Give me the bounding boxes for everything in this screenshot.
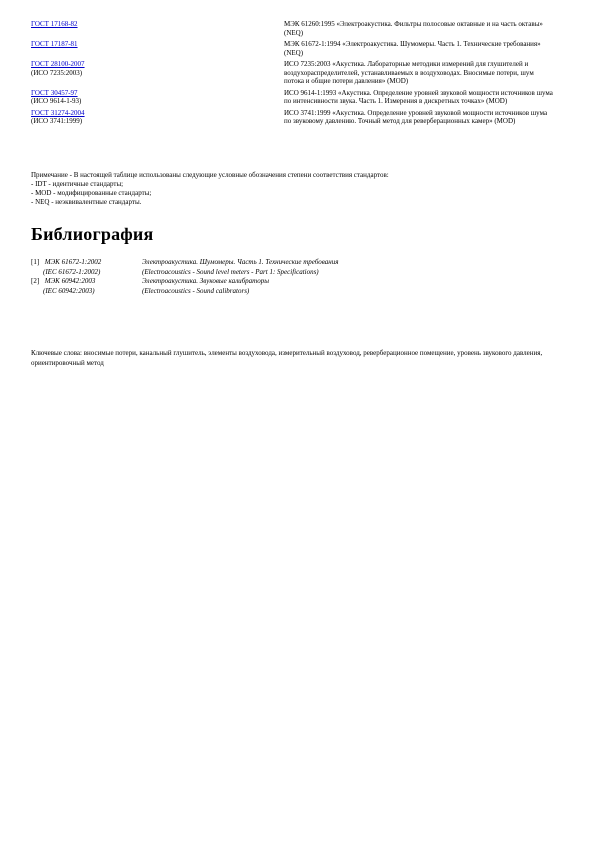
standard-link[interactable]: ГОСТ 17168-82 bbox=[31, 20, 78, 28]
entry-title: Электроакустика. Звуковые калибраторы bbox=[142, 277, 269, 285]
entry-index: [2] bbox=[31, 277, 40, 285]
standard-link[interactable]: ГОСТ 31274-2004 bbox=[31, 108, 85, 117]
standard-link[interactable]: ГОСТ 28100-2007 bbox=[31, 60, 85, 68]
bibliography-entry-alt bbox=[31, 268, 571, 278]
entry-index: [1] bbox=[31, 258, 40, 266]
standards-row bbox=[31, 40, 571, 57]
bibliography-entry bbox=[31, 277, 571, 287]
entry-code: МЭК 60942:2003 bbox=[44, 277, 96, 285]
standard-link[interactable]: ГОСТ 30457-97 bbox=[31, 88, 78, 97]
keywords-paragraph: Ключевые слова: вносимые потери, канальный глушитель, элементы воздуховода, измерительный воздуховод, реверберационное помещение, уровень звукового давления, ориентировочный метод bbox=[31, 349, 543, 367]
note-item: - IDT - идентичные стандарты; bbox=[31, 180, 124, 188]
standard-description: ИСО 3741:1999 «Акустика. Определение уровней звуковой мощности источников шума по звуковому давлению. Точный метод для реверберационных камер» (MOD) bbox=[284, 108, 548, 125]
entry-alt-title: (Electroacoustics - Sound level meters - Part 1: Specifications) bbox=[142, 267, 319, 276]
entry-title: Электроакустика. Шумомеры. Часть 1. Технические требования bbox=[142, 258, 339, 266]
standard-description: МЭК 61672-1:1994 «Электроакустика. Шумомеры. Часть 1. Технические требования» (NEQ) bbox=[284, 40, 541, 57]
note-block bbox=[31, 171, 571, 207]
bibliography-entry bbox=[31, 258, 571, 268]
bibliography-list bbox=[31, 258, 571, 296]
standard-extra: (ИСО 7235:2003) bbox=[31, 68, 83, 77]
standard-description: ИСО 9614-1:1993 «Акустика. Определение уровней звуковой мощности источников шума по интенсивности звука. Часть 1. Измерения в дискретных точках» (MOD) bbox=[284, 88, 553, 105]
entry-code: МЭК 61672-1:2002 bbox=[44, 258, 102, 266]
entry-alt-title: (Electroacoustics - Sound calibrators) bbox=[142, 286, 250, 295]
standard-extra: (ИСО 3741:1999) bbox=[31, 117, 83, 125]
note-intro: Примечание - В настоящей таблице использованы следующие условные обозначения степени соответствия стандартов: bbox=[31, 171, 389, 179]
standards-row bbox=[31, 89, 571, 106]
standards-row bbox=[31, 20, 571, 37]
standards-row bbox=[31, 109, 571, 126]
entry-alt-code: (IEC 60942:2003) bbox=[43, 286, 95, 295]
note-item: - NEQ - неэквивалентные стандарты. bbox=[31, 198, 142, 206]
standards-row bbox=[31, 60, 571, 86]
standard-description: МЭК 61260:1995 «Электроакустика. Фильтры полосовые октавные и на часть октавы» (NEQ) bbox=[284, 20, 543, 37]
note-item: - MOD - модифицированные стандарты; bbox=[31, 189, 152, 197]
bibliography-heading: Библиография bbox=[31, 224, 154, 244]
standard-extra: (ИСО 9614-1-93) bbox=[31, 97, 82, 105]
entry-alt-code: (IEC 61672-1:2002) bbox=[43, 267, 101, 276]
bibliography-entry-alt bbox=[31, 287, 571, 297]
standards-table bbox=[31, 20, 571, 129]
standard-link[interactable]: ГОСТ 17187-81 bbox=[31, 40, 78, 48]
standard-description: ИСО 7235:2003 «Акустика. Лабораторные методики измерений для глушителей и воздухораспределителей, устанавливаемых в воздуховодах. Вносимые потери, шум потока и общие потери давления» (MOD) bbox=[284, 60, 534, 85]
